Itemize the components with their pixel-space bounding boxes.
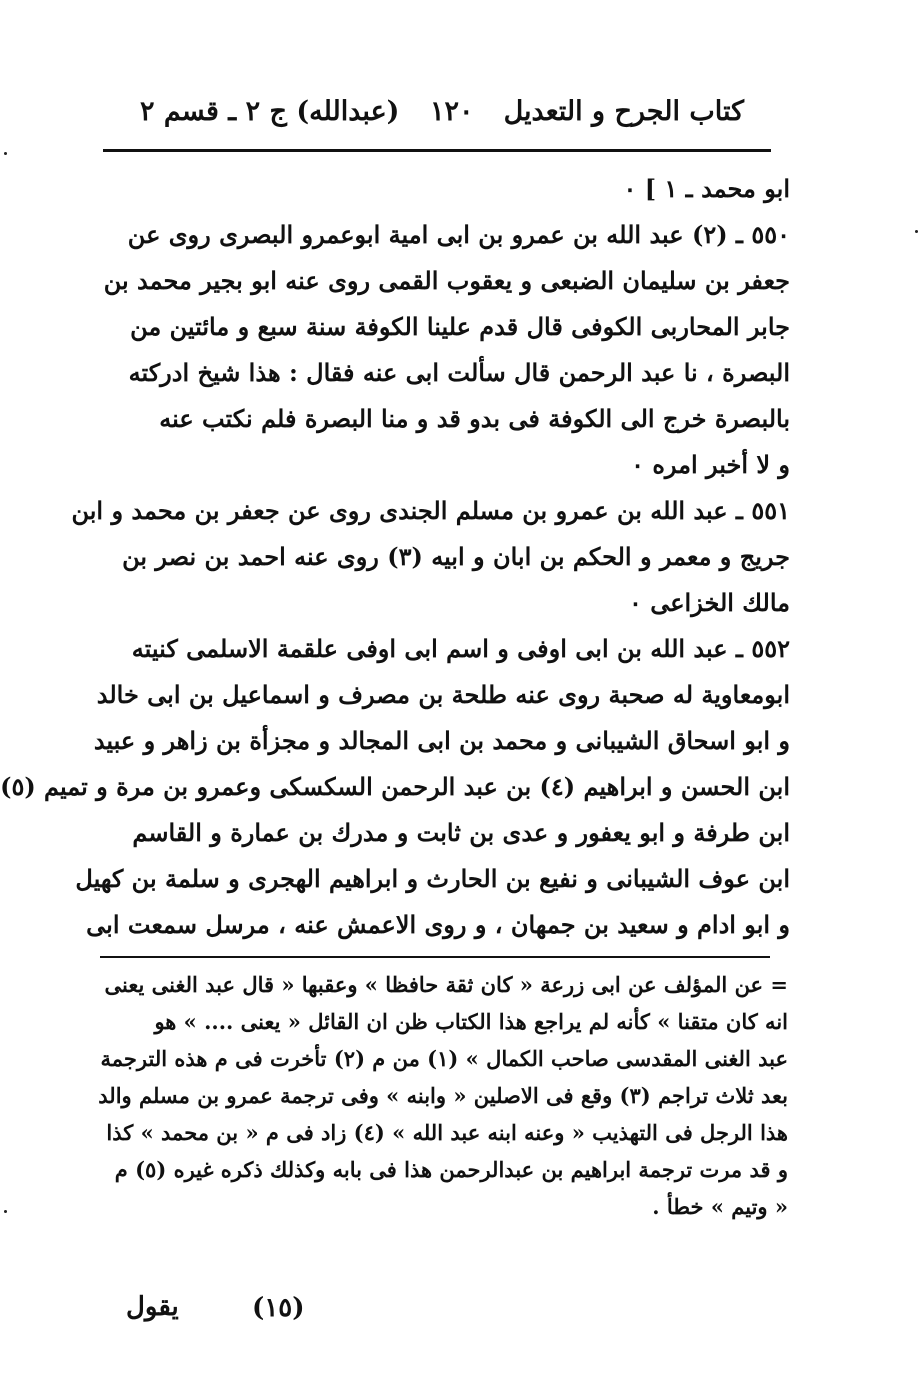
text-line: جابر المحاربى الكوفى قال قدم علينا الكوفة سنة سبع و مائتين من <box>130 312 790 341</box>
text-line: البصرة ، نا عبد الرحمن قال سألت ابى عنه فقال : هذا شيخ ادركته <box>128 358 790 387</box>
text-line: جعفر بن سليمان الضبعى و يعقوب القمى روى عنه ابو بجير محمد بن <box>103 266 790 295</box>
footnote-rule <box>100 956 770 958</box>
footnote-line: « وتيم » خطأ . <box>652 1194 788 1219</box>
section-label: (عبدالله) ج ٢ ـ قسم ٢ <box>140 96 400 127</box>
scan-speck <box>915 230 918 233</box>
text-line: و ابو اسحاق الشيبانى و محمد بن ابى المجالد و مجزأة بن زاهر و عبيد <box>93 726 790 755</box>
footnotes <box>100 966 788 1225</box>
scan-speck <box>4 152 7 155</box>
scan-speck <box>4 1210 7 1213</box>
footnote-line: انه كان متقنا » كأنه لم يراجع هذا الكتاب ظن ان القائل « يعنى .... » هو <box>154 1009 788 1034</box>
header-rule <box>103 149 771 152</box>
footnote-line: هذا الرجل فى التهذيب « وعنه ابنه عبد الله » (٤) زاد فى م « بن محمد » كذا <box>106 1120 788 1145</box>
text-line: ابو محمد ـ ١ ] ٠ <box>623 174 790 203</box>
page-number: ١٢٠ <box>430 96 474 127</box>
footnote-line: عبد الغنى المقدسى صاحب الكمال » (١) من م (٢) تأخرت فى م هذه الترجمة <box>100 1046 788 1071</box>
text-line: و لا أخبر امره ٠ <box>631 450 790 479</box>
main-text <box>0 166 790 948</box>
entry-552-line: ٥٥٢ ـ عبد الله بن ابى اوفى و اسم ابى اوفى علقمة الاسلمى كنيته <box>131 634 790 663</box>
book-title: كتاب الجرح و التعديل <box>503 96 744 127</box>
entry-550-line: ٥٥٠ ـ (٢) عبد الله بن عمرو بن ابى امية ابوعمرو البصرى روى عن <box>127 220 790 249</box>
footnote-line: = عن المؤلف عن ابى زرعة « كان ثقة حافظا » وعقبها « قال عبد الغنى يعنى <box>104 972 788 997</box>
entry-551-line: ٥٥١ ـ عبد الله بن عمرو بن مسلم الجندى روى عن جعفر بن محمد و ابن <box>71 496 790 525</box>
catchword: يقول <box>126 1292 179 1322</box>
text-line: ابن عوف الشيبانى و نفيع بن الحارث و ابراهيم الهجرى و سلمة بن كهيل <box>75 864 790 893</box>
footnote-line: بعد ثلاث تراجم (٣) وقع فى الاصلين « وابنه » وفى ترجمة عمرو بن مسلم والد <box>98 1083 788 1108</box>
text-line: جريج و معمر و الحكم بن ابان و ابيه (٣) روى عنه احمد بن نصر بن <box>122 542 790 571</box>
footnote-line: و قد مرت ترجمة ابراهيم بن عبدالرحمن هذا فى بابه وكذلك ذكره غيره (٥) م <box>114 1157 788 1182</box>
signature-mark: (١٥) <box>252 1293 305 1323</box>
text-line: و ابو ادام و سعيد بن جمهان ، و روى الاعمش عنه ، مرسل سمعت ابى <box>86 910 790 939</box>
text-line: ابن طرفة و ابو يعفور و عدى بن ثابت و مدرك بن عمارة و القاسم <box>132 818 790 847</box>
text-line: مالك الخزاعى ٠ <box>628 588 790 617</box>
text-line: ابومعاوية له صحبة روى عنه طلحة بن مصرف و اسماعيل بن ابى خالد <box>96 680 790 709</box>
text-line: ابن الحسن و ابراهيم (٤) بن عبد الرحمن السكسكى وعمرو بن مرة و تميم (٥) <box>0 772 790 801</box>
text-line: بالبصرة خرج الى الكوفة فى بدو قد و منا البصرة فلم نكتب عنه <box>159 404 790 433</box>
